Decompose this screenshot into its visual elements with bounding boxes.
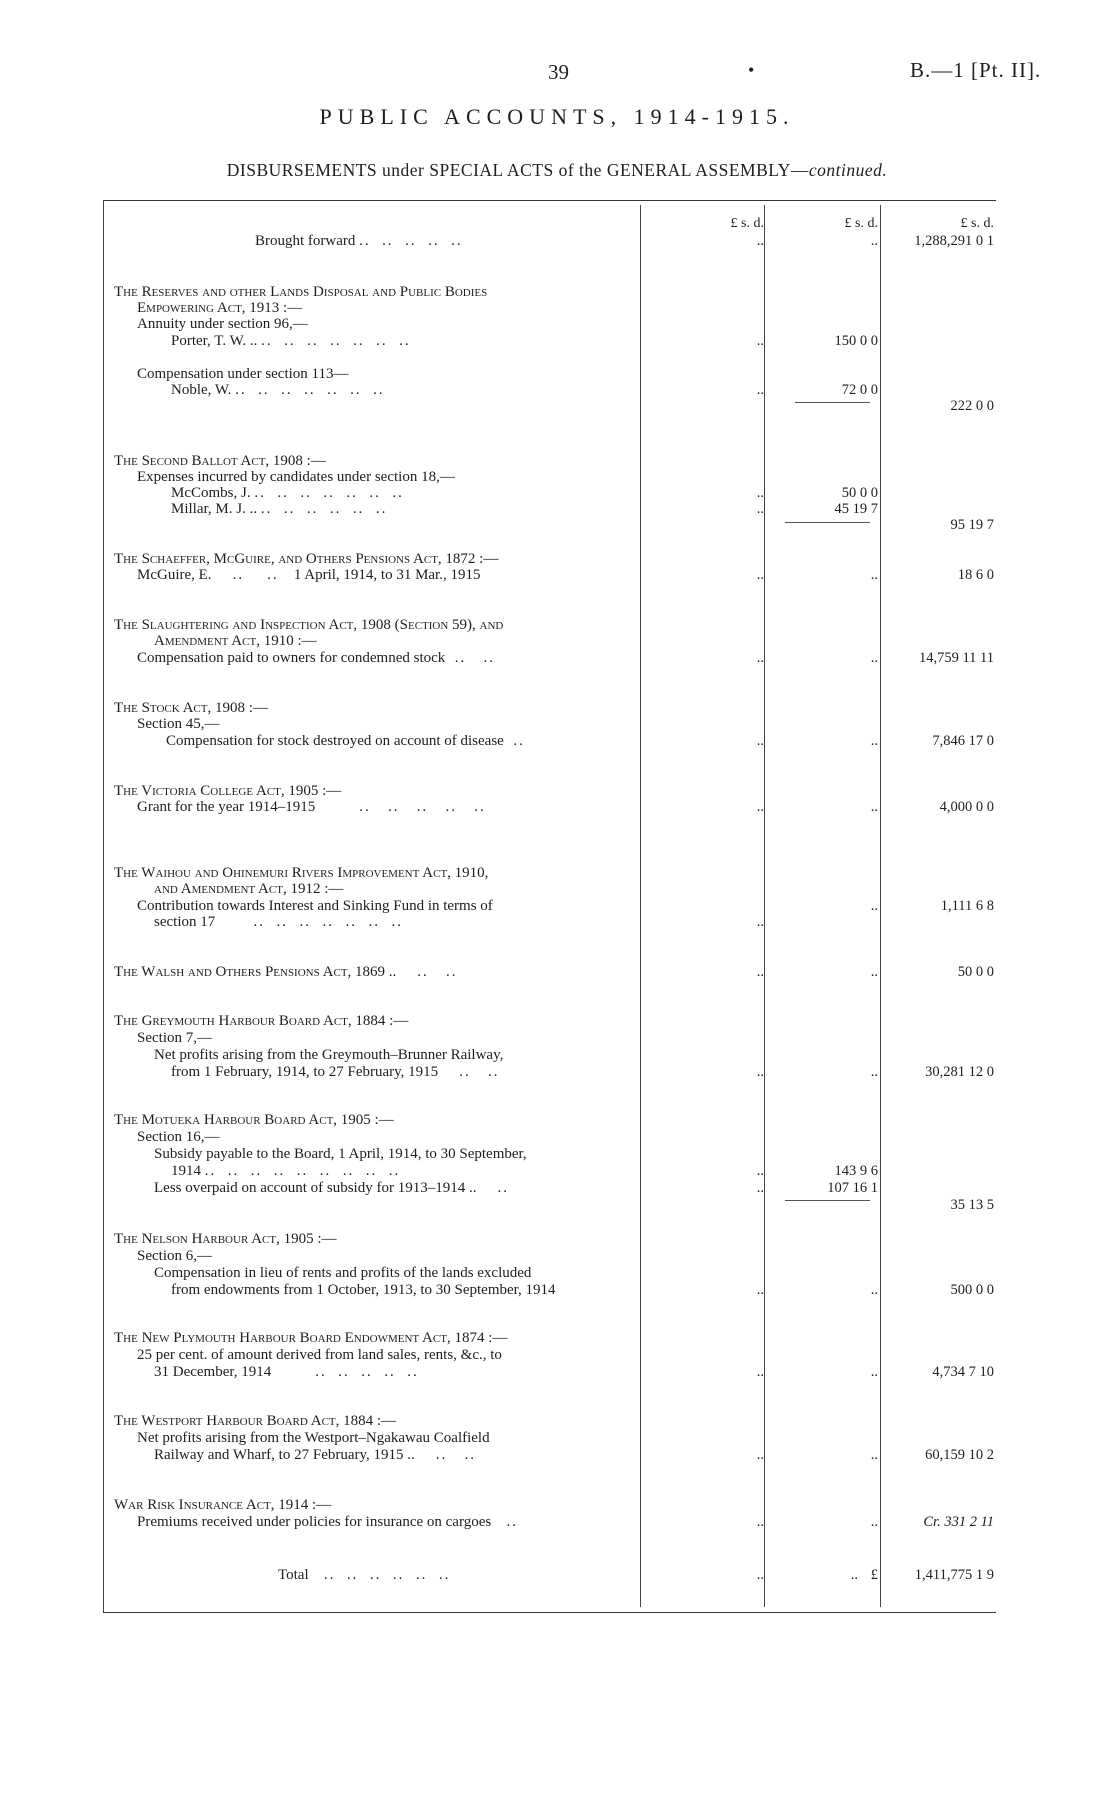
greymouth-c3: 30,281 12 0 <box>925 1064 994 1080</box>
column-header-2: £ s. d. <box>844 216 878 231</box>
reserves-total-c3: 222 0 0 <box>950 398 994 414</box>
total-label: Total .. .. .. .. .. .. <box>278 1567 451 1583</box>
motueka-item1-label-2: 1914 .. .. .. .. .. .. .. .. .. <box>171 1163 401 1179</box>
waihou-c3: 1,111 6 8 <box>940 898 994 914</box>
greymouth-sub: Section 7,— <box>137 1030 212 1046</box>
nelson-c2: .. <box>870 1282 878 1298</box>
greymouth-c1: .. <box>756 1064 764 1080</box>
ballot-item2-c2: 45 19 7 <box>834 501 878 517</box>
table-top-rule <box>103 200 996 201</box>
reserves-item1-c2: 150 0 0 <box>834 333 878 349</box>
subtitle-continued: continued. <box>808 160 888 180</box>
motueka-item2-c2: 107 16 1 <box>827 1180 878 1196</box>
ballot-item2-c1: .. <box>756 501 764 517</box>
reserves-item1-c1: .. <box>756 333 764 349</box>
motueka-sub: Section 16,— <box>137 1129 220 1145</box>
warrisk-c1: .. <box>756 1514 764 1530</box>
walsh-c2: .. <box>870 964 878 980</box>
header-dot: • <box>748 60 755 80</box>
reserves-item2-label: Noble, W. .. .. .. .. .. .. .. <box>171 382 385 398</box>
reserves-heading-2: Empowering Act, 1913 :— <box>137 300 303 316</box>
stock-c2: .. <box>870 733 878 749</box>
westport-c3: 60,159 10 2 <box>925 1447 994 1463</box>
column-header-3: £ s. d. <box>960 216 994 231</box>
greymouth-item-label-2: from 1 February, 1914, to 27 February, 1915 .. .. <box>171 1064 500 1080</box>
schaeffer-item-label: McGuire, E. .. .. 1 April, 1914, to 31 Mar., 1915 <box>137 567 481 583</box>
column-header-1: £ s. d. <box>730 216 764 231</box>
nelson-item-label: Compensation in lieu of rents and profits of the lands excluded <box>154 1265 532 1281</box>
schaeffer-heading: The Schaeffer, McGuire, and Others Pensions Act, 1872 :— <box>114 551 499 567</box>
nelson-c1: .. <box>756 1282 764 1298</box>
motueka-item1-c2: 143 9 6 <box>834 1163 878 1179</box>
warrisk-heading: War Risk Insurance Act, 1914 :— <box>114 1497 332 1513</box>
slaughtering-c3: 14,759 11 11 <box>918 650 994 666</box>
walsh-c3: 50 0 0 <box>957 964 994 980</box>
warrisk-c3: Cr. 331 2 11 <box>923 1514 994 1530</box>
waihou-item-label-2: section 17 .. .. .. .. .. .. .. <box>154 914 403 930</box>
stock-sub: Section 45,— <box>137 716 220 732</box>
motueka-sum-rule <box>785 1200 870 1201</box>
ballot-item1-c1: .. <box>756 485 764 501</box>
westport-item-label: Net profits arising from the Westport–Ngakawau Coalfield <box>137 1430 490 1446</box>
schaeffer-c1: .. <box>756 567 764 583</box>
table-left-rule <box>103 200 104 1612</box>
nelson-item-label-2: from endowments from 1 October, 1913, to 30 September, 1914 <box>171 1282 556 1298</box>
motueka-item1-c1: .. <box>756 1163 764 1179</box>
victoria-item-label: Grant for the year 1914–1915 .. .. .. .. .. <box>137 799 486 815</box>
reserves-sum-rule <box>795 402 870 403</box>
column-rule-1 <box>640 205 641 1607</box>
westport-c1: .. <box>756 1447 764 1463</box>
slaughtering-item-label: Compensation paid to owners for condemned stock .. .. <box>137 650 496 666</box>
westport-c2: .. <box>870 1447 878 1463</box>
victoria-c1: .. <box>756 799 764 815</box>
document-reference: B.—1 [Pt. II]. <box>910 58 1042 82</box>
victoria-c2: .. <box>870 799 878 815</box>
ballot-item1-c2: 50 0 0 <box>841 485 878 501</box>
page-subtitle <box>0 160 1114 181</box>
walsh-heading: The Walsh and Others Pensions Act, 1869 .. .. .. <box>114 964 458 980</box>
motueka-total-c3: 35 13 5 <box>950 1197 994 1213</box>
total-c3: 1,411,775 1 9 <box>914 1567 994 1583</box>
ballot-item1-label: McCombs, J. .. .. .. .. .. .. .. <box>171 485 404 501</box>
victoria-heading: The Victoria College Act, 1905 :— <box>114 783 342 799</box>
page-title: PUBLIC ACCOUNTS, 1914-1915. <box>319 104 795 129</box>
slaughtering-c1: .. <box>756 650 764 666</box>
stock-c3: 7,846 17 0 <box>932 733 994 749</box>
nelson-heading: The Nelson Harbour Act, 1905 :— <box>114 1231 337 1247</box>
brought-forward-label: Brought forward .. .. .. .. .. <box>255 233 463 249</box>
ballot-total-c3: 95 19 7 <box>950 517 994 533</box>
waihou-heading-2: and Amendment Act, 1912 :— <box>154 881 344 897</box>
motueka-heading: The Motueka Harbour Board Act, 1905 :— <box>114 1112 394 1128</box>
newplymouth-heading: The New Plymouth Harbour Board Endowment Act, 1874 :— <box>114 1330 508 1346</box>
motueka-item2-label: Less overpaid on account of subsidy for 1913–1914 .. .. <box>154 1180 509 1196</box>
ballot-item2-label: Millar, M. J. .. .. .. .. .. .. .. <box>171 501 388 517</box>
schaeffer-c3: 18 6 0 <box>957 567 994 583</box>
waihou-c1: .. <box>756 914 764 930</box>
westport-heading: The Westport Harbour Board Act, 1884 :— <box>114 1413 397 1429</box>
brought-forward-c3: 1,288,291 0 1 <box>914 233 994 249</box>
total-c1: .. <box>756 1567 764 1583</box>
reserves-item2-c2: 72 0 0 <box>841 382 878 398</box>
motueka-item1-label: Subsidy payable to the Board, 1 April, 1914, to 30 September, <box>154 1146 527 1162</box>
reserves-item1-label: Porter, T. W. .. .. .. .. .. .. .. .. <box>171 333 411 349</box>
greymouth-heading: The Greymouth Harbour Board Act, 1884 :— <box>114 1013 409 1029</box>
greymouth-c2: .. <box>870 1064 878 1080</box>
waihou-c2: .. <box>870 898 878 914</box>
reserves-item2-c1: .. <box>756 382 764 398</box>
reserves-sub1: Annuity under section 96,— <box>137 316 308 332</box>
table-bottom-rule <box>103 1612 996 1613</box>
westport-item-label-2: Railway and Wharf, to 27 February, 1915 .. .. .. <box>154 1447 477 1463</box>
stock-item-label: Compensation for stock destroyed on account of disease .. <box>166 733 525 749</box>
warrisk-item-label: Premiums received under policies for insurance on cargoes .. <box>137 1514 518 1530</box>
column-rule-2 <box>764 205 765 1607</box>
page-number: 39 <box>548 60 569 84</box>
newplymouth-item-label: 25 per cent. of amount derived from land sales, rents, &c., to <box>137 1347 502 1363</box>
nelson-sub: Section 6,— <box>137 1248 212 1264</box>
brought-forward-c2: .. <box>870 233 878 249</box>
greymouth-item-label: Net profits arising from the Greymouth–Brunner Railway, <box>154 1047 504 1063</box>
stock-c1: .. <box>756 733 764 749</box>
total-currency: £ <box>870 1567 878 1583</box>
slaughtering-heading: The Slaughtering and Inspection Act, 1908 (Section 59), and <box>114 617 504 633</box>
column-rule-3 <box>880 205 881 1607</box>
total-c2: .. <box>850 1567 858 1583</box>
subtitle-main: DISBURSEMENTS under SPECIAL ACTS of the GENERAL ASSEMBLY— <box>226 160 809 180</box>
waihou-item-label: Contribution towards Interest and Sinking Fund in terms of <box>137 898 493 914</box>
walsh-c1: .. <box>756 964 764 980</box>
victoria-c3: 4,000 0 0 <box>939 799 994 815</box>
ballot-sub: Expenses incurred by candidates under section 18,— <box>137 469 455 485</box>
brought-forward-c1: .. <box>756 233 764 249</box>
slaughtering-c2: .. <box>870 650 878 666</box>
slaughtering-heading-2: Amendment Act, 1910 :— <box>154 633 317 649</box>
waihou-heading: The Waihou and Ohinemuri Rivers Improvement Act, 1910, <box>114 865 489 881</box>
reserves-sub2: Compensation under section 113— <box>137 366 349 382</box>
ballot-sum-rule <box>785 522 870 523</box>
warrisk-c2: .. <box>870 1514 878 1530</box>
newplymouth-item-label-2: 31 December, 1914 .. .. .. .. .. <box>154 1364 419 1380</box>
schaeffer-c2: .. <box>870 567 878 583</box>
newplymouth-c3: 4,734 7 10 <box>932 1364 994 1380</box>
stock-heading: The Stock Act, 1908 :— <box>114 700 268 716</box>
newplymouth-c1: .. <box>756 1364 764 1380</box>
newplymouth-c2: .. <box>870 1364 878 1380</box>
ballot-heading: The Second Ballot Act, 1908 :— <box>114 453 326 469</box>
motueka-item2-c1: .. <box>756 1180 764 1196</box>
reserves-heading: The Reserves and other Lands Disposal and Public Bodies <box>114 284 488 300</box>
nelson-c3: 500 0 0 <box>950 1282 994 1298</box>
